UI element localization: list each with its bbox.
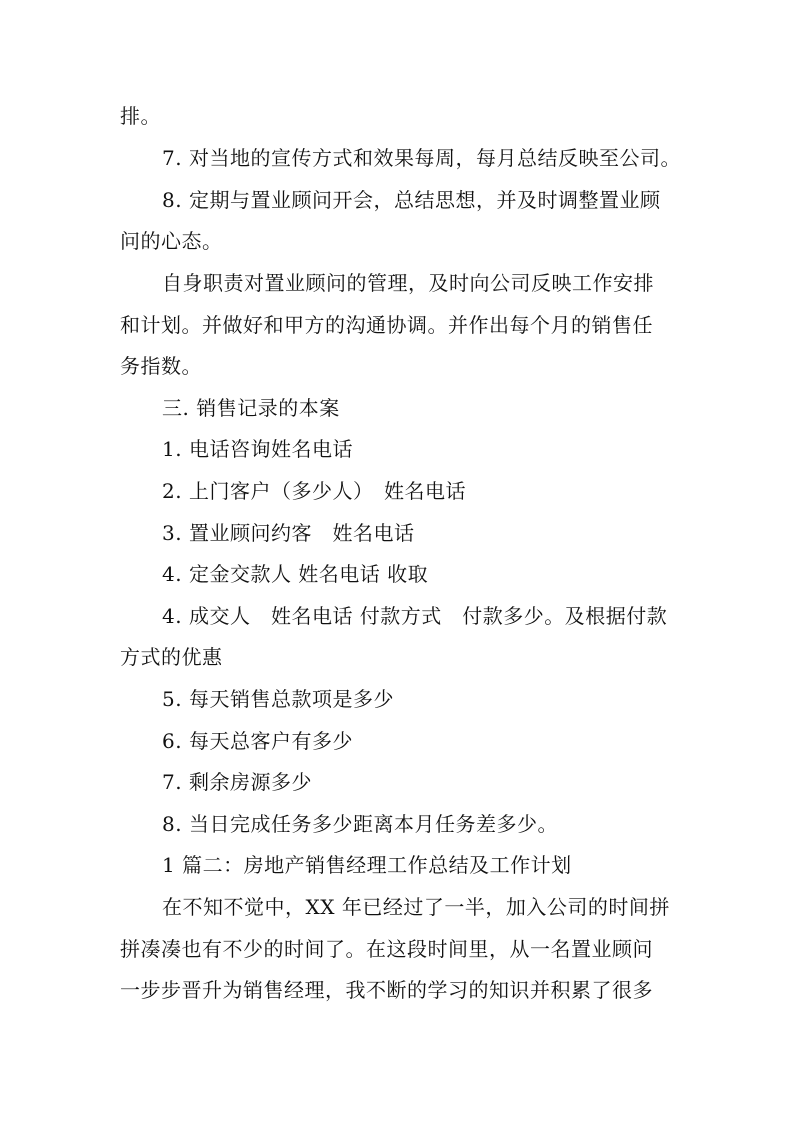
text-line: 在不知不觉中，XX 年已经过了一半，加入公司的时间拼	[162, 895, 670, 919]
section-heading: 1 篇二：房地产销售经理工作总结及工作计划	[162, 853, 572, 877]
text-line: 5. 每天销售总款项是多少	[162, 687, 394, 711]
text-line: 方式的优惠	[120, 645, 223, 669]
text-line: 2. 上门客户（多少人） 姓名电话	[162, 479, 466, 503]
text-line: 8. 当日完成任务多少距离本月任务差多少。	[162, 812, 558, 836]
text-line: 和计划。并做好和甲方的沟通协调。并作出每个月的销售任	[120, 313, 653, 337]
text-line: 务指数。	[120, 354, 202, 378]
section-heading: 三. 销售记录的本案	[162, 396, 340, 420]
text-line: 4. 定金交款人 姓名电话 收取	[162, 562, 429, 586]
text-line: 8. 定期与置业顾问开会，总结思想，并及时调整置业顾	[162, 188, 661, 212]
text-line: 3. 置业顾问约客 姓名电话	[162, 521, 415, 545]
text-line: 问的心态。	[120, 229, 223, 253]
text-line: 一步步晋升为销售经理，我不断的学习的知识并积累了很多	[120, 978, 653, 1002]
text-line: 1. 电话咨询姓名电话	[162, 437, 353, 461]
text-line: 7. 剩余房源多少	[162, 770, 312, 794]
text-line: 4. 成交人 姓名电话 付款方式 付款多少。及根据付款	[162, 604, 668, 628]
text-line: 排。	[120, 104, 161, 128]
text-line: 6. 每天总客户有多少	[162, 729, 353, 753]
text-line: 7. 对当地的宣传方式和效果每周，每月总结反映至公司。	[162, 146, 681, 170]
text-line: 自身职责对置业顾问的管理，及时向公司反映工作安排	[162, 271, 654, 295]
text-line: 拼凑凑也有不少的时间了。在这段时间里，从一名置业顾问	[120, 937, 653, 961]
